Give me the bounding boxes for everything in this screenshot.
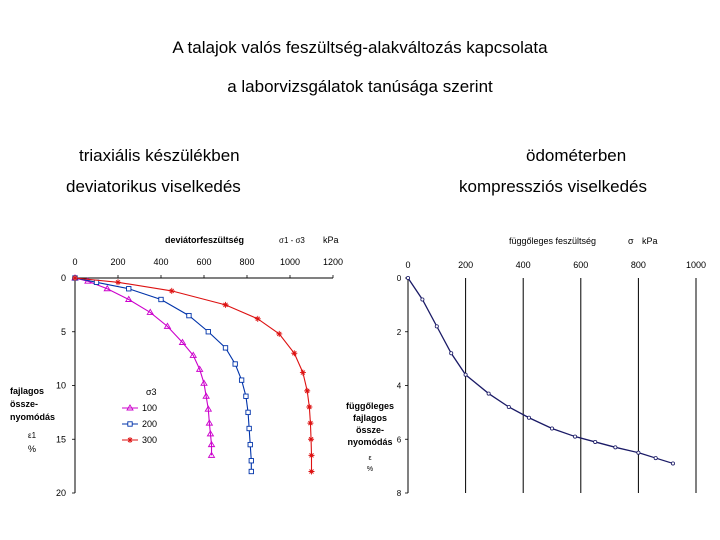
y-axis-title-line: össze- (10, 399, 39, 409)
data-point (671, 462, 674, 465)
data-point-200 (206, 330, 210, 334)
x-tick-label: 800 (239, 257, 255, 267)
y-axis-unit: % (366, 466, 374, 473)
x-tick-label: 400 (153, 257, 169, 267)
data-point-300 (115, 279, 121, 285)
x-axis-symbol: σ1 - σ3 (279, 236, 305, 245)
legend-label: 200 (142, 419, 158, 429)
data-point-200 (248, 442, 252, 446)
y-tick-label: 5 (60, 326, 66, 337)
data-point (464, 373, 467, 376)
data-point (654, 456, 657, 459)
triaxial-chart (10, 235, 343, 498)
y-axis-symbol: ε1 (28, 431, 37, 440)
x-axis-unit: kPa (323, 235, 339, 245)
slide-title-line1: A talajok valós feszültség-alakváltozás kapcsolata (172, 38, 548, 57)
data-point-300 (300, 370, 306, 376)
x-tick-label: 800 (630, 260, 646, 270)
y-tick-label: 8 (396, 489, 402, 498)
slide-title-line2: a laborvizsgálatok tanúsága szerint (227, 77, 493, 96)
legend (118, 383, 168, 459)
x-tick-label: 1000 (685, 260, 707, 270)
x-tick-label: 200 (110, 257, 126, 267)
data-point-300 (309, 469, 315, 475)
x-tick-label: 0 (72, 257, 78, 267)
y-tick-label: 2 (396, 327, 402, 337)
legend-label: 100 (142, 403, 158, 413)
left-subheading: deviatorikus viselkedés (66, 177, 241, 196)
data-point-300 (309, 452, 315, 458)
y-axis-title-line: nyomódás (10, 412, 56, 422)
data-point (487, 392, 490, 395)
x-axis-symbol: σ (628, 236, 634, 246)
oedometer-chart (346, 236, 706, 498)
data-point-200 (187, 313, 191, 317)
x-axis-unit: kPa (642, 236, 658, 246)
data-point-200 (127, 287, 131, 291)
y-tick-label: 0 (396, 274, 402, 283)
x-tick-label: 1200 (322, 257, 344, 267)
x-tick-label: 400 (515, 260, 531, 270)
data-point (573, 435, 576, 438)
data-point-300 (308, 436, 314, 442)
data-point-200 (247, 426, 251, 430)
y-tick-label: 6 (396, 435, 402, 445)
data-point-200 (159, 297, 163, 301)
y-tick-label: 4 (396, 381, 402, 391)
y-axis-title-line: össze- (355, 425, 385, 435)
data-point (435, 325, 438, 328)
data-point-200 (249, 469, 253, 473)
data-point (637, 451, 640, 454)
legend-marker (128, 422, 132, 426)
y-axis-unit: % (28, 444, 37, 454)
x-tick-label: 0 (405, 260, 411, 270)
y-tick-label: 10 (55, 380, 66, 391)
data-point-200 (249, 459, 253, 463)
y-tick-label: 15 (55, 434, 66, 445)
x-axis-title: függőleges feszültség (509, 236, 597, 246)
data-point-300 (306, 404, 312, 410)
right-subheading: kompressziós viselkedés (459, 177, 648, 196)
y-tick-label: 0 (60, 273, 66, 283)
data-point (406, 276, 409, 279)
series-line (408, 278, 673, 463)
y-axis-symbol: ε (368, 455, 372, 462)
data-point-300 (307, 420, 313, 426)
data-point (550, 427, 553, 430)
data-point (421, 298, 424, 301)
data-point-200 (244, 394, 248, 398)
data-point (527, 416, 530, 419)
data-point-300 (223, 302, 229, 308)
data-point-200 (233, 362, 237, 366)
data-point-300 (169, 288, 175, 294)
data-point (594, 440, 597, 443)
legend-label: 300 (142, 435, 158, 445)
legend-title: σ3 (146, 387, 157, 397)
data-point-200 (223, 346, 227, 350)
y-axis-title-line: fajlagos (10, 386, 45, 396)
x-tick-label: 600 (573, 260, 589, 270)
data-point-200 (239, 378, 243, 382)
right-heading: ödométerben (526, 146, 627, 165)
data-point (450, 352, 453, 355)
data-point (507, 405, 510, 408)
data-point (614, 446, 617, 449)
y-axis-title-line: fajlagos (352, 413, 388, 423)
y-axis-title-line: nyomódás (347, 437, 393, 447)
x-tick-label: 1000 (279, 257, 301, 267)
data-point-300 (304, 388, 310, 394)
left-heading: triaxiális készülékben (79, 146, 240, 165)
y-axis-title-line: függőleges (345, 401, 395, 411)
x-tick-label: 600 (196, 257, 212, 267)
x-tick-label: 200 (458, 260, 474, 270)
series-line-300 (75, 278, 312, 472)
y-tick-label: 20 (55, 488, 66, 498)
data-point-200 (246, 410, 250, 414)
x-axis-title: deviátorfeszültség (165, 235, 245, 245)
